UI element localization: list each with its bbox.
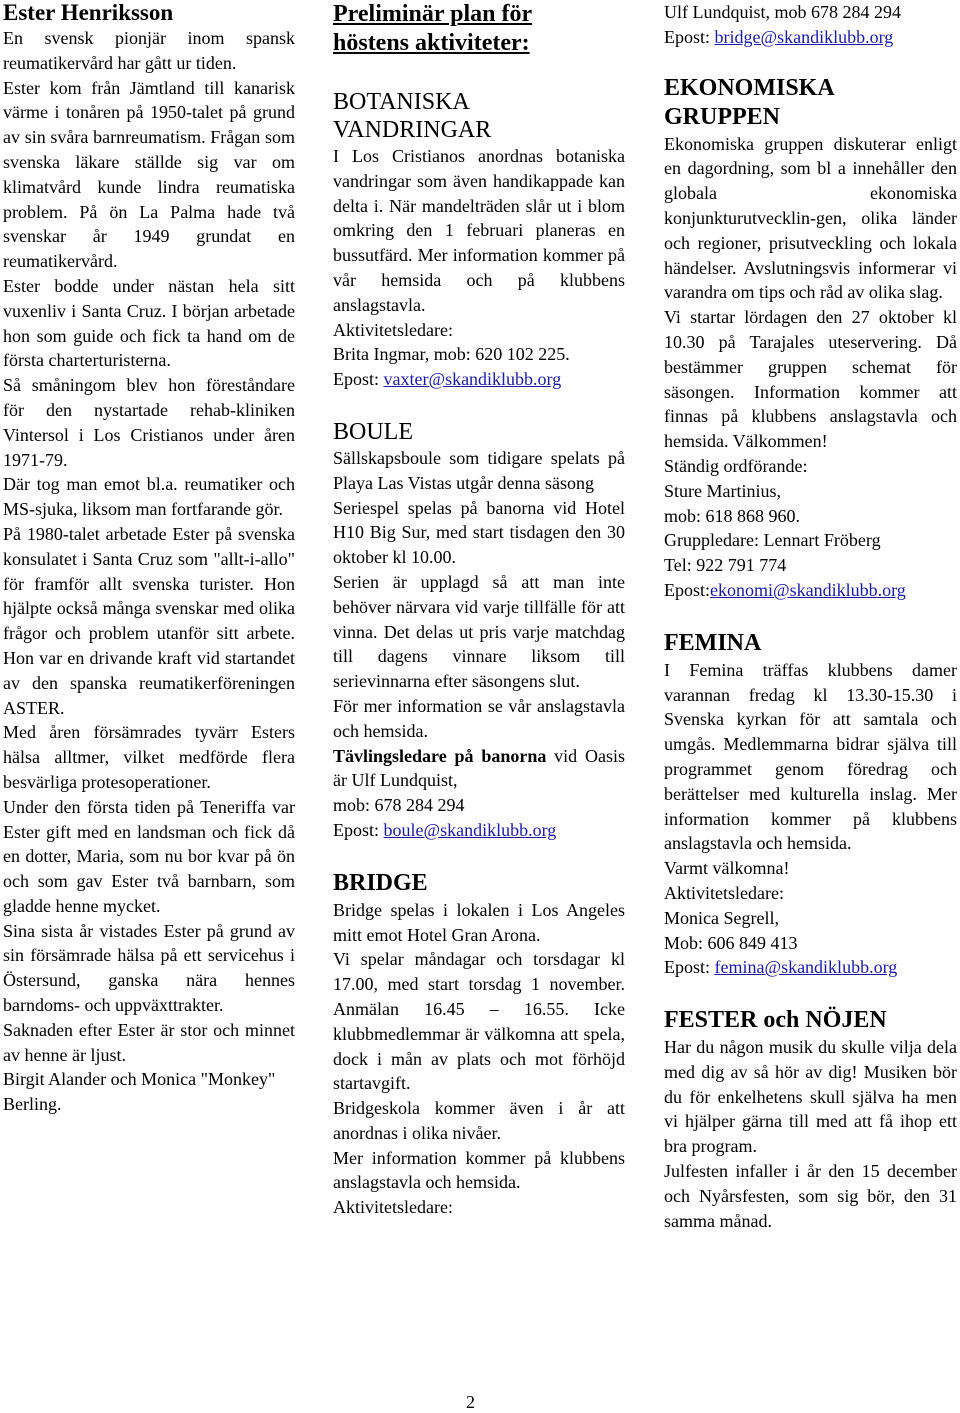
ekonomi-chair-mob: mob: 618 868 960. [664,505,801,526]
activities-title-line1: Preliminär plan för [333,1,533,27]
ekonomi-paragraph: Ekonomiska gruppen diskuterar enligt en dagordning, som bl a innehåller den globala ekonomiska konjunkturutvecklin-gen, olika länder och regioner, prisutveckling och lokala händelser. Avslutningsvis informerar vi varandra om tips och råd av olika slag. [664,133,957,303]
obituary-paragraph: Ester kom från Jämtland till kanarisk värme i tonåren på 1950-talet på grund av sin svåra barnreumatism. Frågan som svenska läkare ställde sig var om klimatvård kunde lindra reumatiska problem. På ön La Palma hade två svenskar år 1949 grundat en reumatikervård. [3,77,295,272]
boule-leader-title: Tävlingsledare på banorna [333,745,547,766]
boule-leader-rest: vid Oasis är Ulf Lundquist, [333,745,625,791]
boule-mobile: mob: 678 284 294 [333,795,465,816]
obituary-paragraph: Saknaden efter Ester är stor och minnet av henne är ljust. [3,1019,295,1065]
fester-paragraph: Har du någon musik du skulle vilja dela med dig av så hör av dig! Musiken bör du för enkelhetens skull själva ha men vi hjälper gärna till med att få ihop ett bra program. [664,1037,957,1157]
botanik-email-label: Epost: [333,369,384,390]
bridge-leader: Ulf Lundquist, mob 678 284 294 [664,2,901,22]
obituary-paragraph: Sina sista år vistades Ester på grund av sin försämrade hälsa på ett servicehus i Östersund, ganska nära hennes barndoms- och uppväxttrakter. [3,920,295,1016]
column-obituary [3,0,295,1117]
femina-leader-label: Aktivitetsledare: [664,882,784,903]
femina-email-link[interactable]: femina@skandiklubb.org [714,957,898,978]
obituary-title: Ester Henriksson [3,0,174,25]
boule-heading: BOULE [333,418,413,445]
botanik-text: I Los Cristianos anordnas botaniska vandringar som även handikappade kan delta i. När mandelträden slår ut i blom omkring den 1 februari planeras en bussutfärd. Mer information kommer på vår hemsida och på klubbens anslagstavla. [333,146,625,315]
botanik-heading-line2: VANDRINGAR [333,117,492,143]
bridge-paragraph: Bridgeskola kommer även i år att anordnas i olika nivåer. [333,1098,625,1143]
bridge-leader-label: Aktivitetsledare: [333,1197,453,1218]
ekonomi-email-line [664,578,957,603]
boule-paragraph: För mer information se vår anslagstavla och hemsida. [333,695,625,741]
obituary-paragraph: Där tog man emot bl.a. reumatiker och MS-sjuka, liksom man fortfarande gör. [3,474,295,520]
activities-title [333,0,625,58]
ekonomi-heading-line2: GRUPPEN [664,103,780,130]
ekonomi-heading [664,74,957,132]
boule-email-line [333,818,625,843]
obituary-paragraph: Med åren försämrades tyvärr Esters hälsa alltmer, vilket medförde flera besvärliga protesoperationer. [3,722,295,792]
botanik-leader: Brita Ingmar, mob: 620 102 225. [333,344,570,365]
page-number: 2 [466,1392,475,1412]
ekonomi-leader: Gruppledare: Lennart Fröberg [664,530,881,551]
botanik-heading [333,88,625,144]
obituary-paragraph: En svensk pionjär inom spansk reumatikervård har gått ur tiden. [3,28,295,73]
bridge-paragraph: Bridge spelas i lokalen i Los Angeles mitt emot Hotel Gran Arona. [333,899,625,945]
obituary-paragraph: Så småningom blev hon föreståndare för den nystartade rehab-kliniken Vintersol i Los Cristianos under åren 1971-79. [3,375,295,470]
bridge-paragraph: Vi spelar måndagar och torsdagar kl 17.00, med start torsdag 1 november. Anmälan 16.45 – 16.55. Icke klubbmedlemmar är välkomna att spela, dock i mån av plats och mot förhöjd startavgift. [333,949,625,1094]
botanik-leader-label: Aktivitetsledare: [333,319,453,340]
fester-paragraph: Julfesten infaller i år den 15 december och Nyårsfesten, som sig bör, den 31 samma månad. [664,1161,957,1231]
ekonomi-heading-line1: EKONOMISKA [664,74,835,101]
ekonomi-email-link[interactable]: ekonomi@skandiklubb.org [710,579,906,600]
boule-paragraph: Serien är upplagd så att man inte behöver närvara vid varje tillfälle för att vinna. Det delas ut pris varje matchdag till dagens vinnare liksom till serievinnarna efter säsongens slut. [333,571,625,692]
femina-leader: Monica Segrell, [664,907,779,928]
bridge-email-line [664,25,957,50]
femina-welcome: Varmt välkomna! [664,858,790,879]
femina-mob: Mob: 606 849 413 [664,932,798,953]
obituary-paragraph: På 1980-talet arbetade Ester på svenska konsulatet i Santa Cruz som "allt-i-allo" för framför allt svenska turister. Hon hjälpte också många svenskar med olika frågor och problem utanför sitt arbete. Hon var en drivande kraft vid startandet av den spanska reumatikerföreningen ASTER. [3,523,295,718]
activities-title-line2: höstens aktiviteter: [333,30,530,56]
botanik-email-link[interactable]: vaxter@skandiklubb.org [383,369,562,390]
femina-email-line [664,955,957,980]
boule-paragraph: Seriespel spelas på banorna vid Hotel H10 Big Sur, med start tisdagen den 30 oktober kl 10.00. [333,497,625,568]
fester-heading: FESTER och NÖJEN [664,1007,887,1034]
ekonomi-chair: Sture Martinius, [664,480,781,501]
ekonomi-tel: Tel: 922 791 774 [664,555,787,576]
boule-paragraph: Sällskapsboule som tidigare spelats på Playa Las Vistas utgår denna säsong [333,447,625,493]
bridge-heading: BRIDGE [333,869,428,896]
femina-email-label: Epost: [664,957,715,978]
column-groups [664,0,957,1233]
femina-paragraph: I Femina träffas klubbens damer varannan fredag kl 13.30-15.30 i Svenska kyrkan för att samtala och umgås. Medlemmarna bidrar själva till programmet genom föredrag och berättelser med kulturella inslag. Mer information kommer på klubbens anslagstavla och hemsida. [664,659,957,854]
ekonomi-chair-label: Ständig ordförande: [664,455,808,476]
boule-leader [333,744,625,794]
boule-email-label: Epost: [333,819,384,840]
ekonomi-paragraph: Vi startar lördagen den 27 oktober kl 10.30 på Tarajales uteservering. Då bestämmer gruppen schemat för säsongen. Information kommer att finnas på klubbens anslagstavla och hemsida. Välkommen! [664,307,957,452]
column-activities [333,0,625,1220]
femina-heading: FEMINA [664,629,762,656]
obituary-paragraph: Ester bodde under nästan hela sitt vuxenliv i Santa Cruz. I början arbetade hon som guide och fick ta hand om de första charterturisterna. [3,275,295,371]
botanik-email-line [333,367,625,392]
bridge-email-label: Epost: [664,26,715,47]
bridge-paragraph: Mer information kommer på klubbens anslagstavla och hemsida. [333,1147,625,1193]
botanik-heading-line1: BOTANISKA [333,89,470,115]
ekonomi-email-label: Epost: [664,579,711,600]
boule-email-link[interactable]: boule@skandiklubb.org [383,819,557,840]
obituary-signature: Birgit Alander och Monica "Monkey" Berling. [3,1069,276,1115]
bridge-email-link[interactable]: bridge@skandiklubb.org [714,26,894,47]
obituary-paragraph: Under den första tiden på Teneriffa var Ester gift med en landsman och fick då en dotter, Maria, som nu bor kvar på ön och som gav Ester två barnbarn, som gladde henne mycket. [3,796,295,916]
